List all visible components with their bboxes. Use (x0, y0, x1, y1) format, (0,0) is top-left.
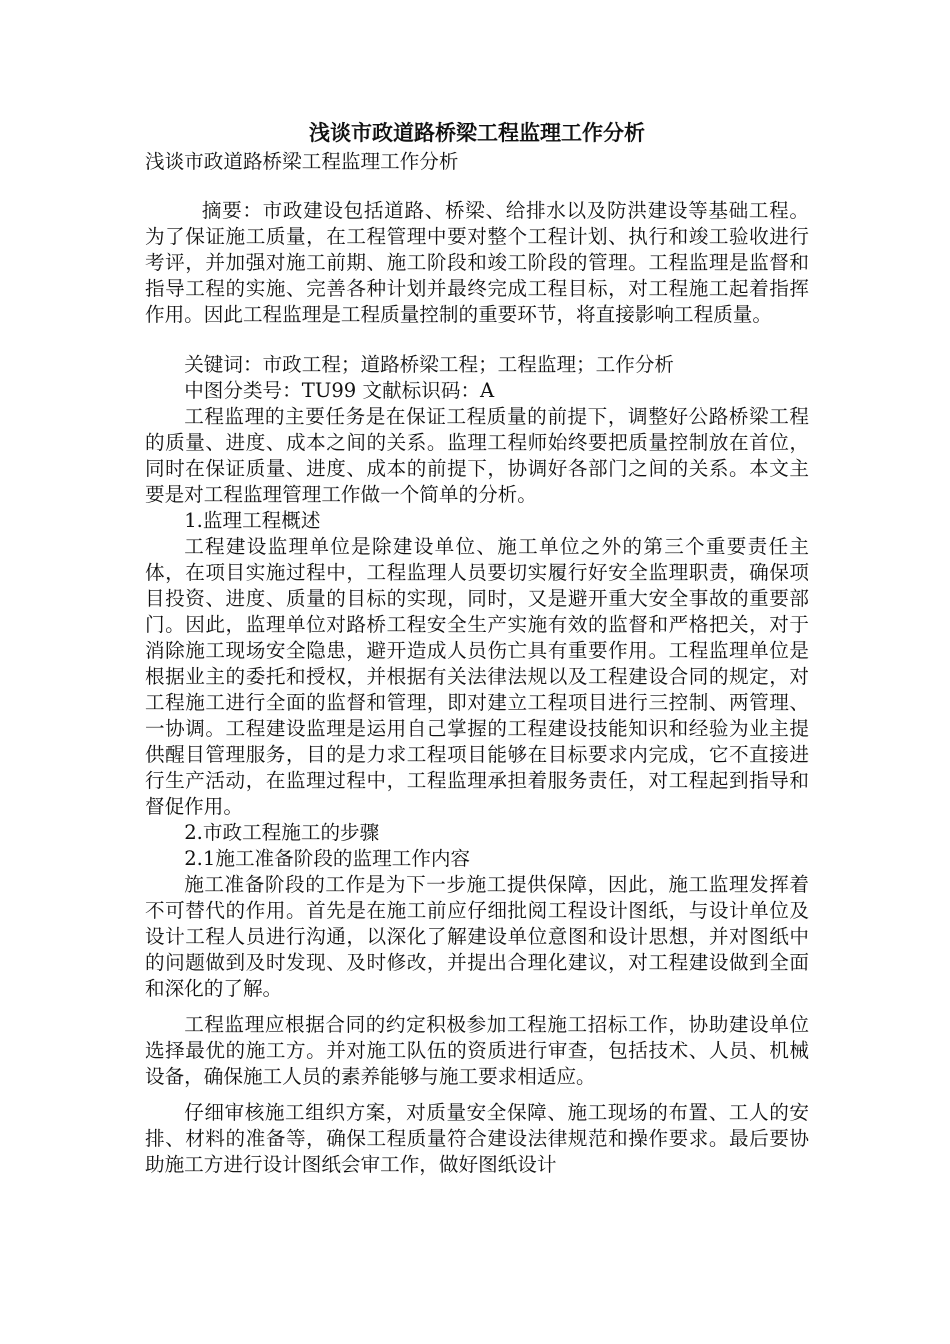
section-2-1-paragraph-1: 施工准备阶段的工作是为下一步施工提供保障，因此，施工监理发挥着不可替代的作用。首先是在施工前应仔细批阅工程设计图纸，与设计单位及设计工程人员进行沟通，以深化了解建设单位意图和设计思想，并对图纸中的问题做到及时发现、及时修改，并提出合理化建议，对工程建设做到全面和深化的了解。 (145, 873, 809, 1000)
document-page (145, 118, 809, 1178)
section-1-paragraph: 工程建设监理单位是除建设单位、施工单位之外的第三个重要责任主体，在项目实施过程中，工程监理人员要切实履行好安全监理职责，确保项目投资、进度、质量的目标的实现，同时，又是避开重大安全事故的重要部门。因此，监理单位对路桥工程安全生产实施有效的监督和严格把关，对于消除施工现场安全隐患，避开造成人员伤亡具有重要作用。工程监理单位是根据业主的委托和授权，并根据有关法律法规以及工程建设合同的规定，对工程施工进行全面的监督和管理，即对建立工程项目进行三控制、两管理、一协调。工程建设监理是运用自己掌握的工程建设技能知识和经验为业主提供醒目管理服务，目的是力求工程项目能够在目标要求内完成，它不直接进行生产活动，在监理过程中，工程监理承担着服务责任，对工程起到指导和督促作用。 (145, 535, 809, 818)
document-title: 浅谈市政道路桥梁工程监理工作分析 (309, 121, 645, 145)
section-2-1-paragraph-3: 仔细审核施工组织方案，对质量安全保障、施工现场的布置、工人的安排、材料的准备等，确保工程质量符合建设法律规范和操作要求。最后要协助施工方进行设计图纸会审工作，做好图纸设计 (145, 1101, 809, 1176)
section-1-heading: 1.监理工程概述 (184, 509, 321, 532)
classification-line: 中图分类号：TU99 文献标识码：A (184, 379, 495, 402)
intro-paragraph: 工程监理的主要任务是在保证工程质量的前提下，调整好公路桥梁工程的质量、进度、成本之间的关系。监理工程师始终要把质量控制放在首位，同时在保证质量、进度、成本的前提下，协调好各部门之间的关系。本文主要是对工程监理管理工作做一个简单的分析。 (145, 405, 809, 506)
section-2-1-heading: 2.1施工准备阶段的监理工作内容 (184, 847, 471, 870)
document-subtitle: 浅谈市政道路桥梁工程监理工作分析 (145, 150, 459, 173)
abstract-paragraph: 摘要：市政建设包括道路、桥梁、给排水以及防洪建设等基础工程。为了保证施工质量，在工程管理中要对整个工程计划、执行和竣工验收进行考评，并加强对施工前期、施工阶段和竣工阶段的管理。工程监理是监督和指导工程的实施、完善各种计划并最终完成工程目标，对工程施工起着指挥作用。因此工程监理是工程质量控制的重要环节，将直接影响工程质量。 (145, 199, 809, 326)
section-2-1-paragraph-2: 工程监理应根据合同的约定积极参加工程施工招标工作，协助建设单位选择最优的施工方。并对施工队伍的资质进行审查，包括技术、人员、机械设备，确保施工人员的素养能够与施工要求相适应。 (145, 1013, 809, 1088)
keywords-line: 关键词：市政工程；道路桥梁工程；工程监理；工作分析 (184, 353, 675, 376)
section-2-heading: 2.市政工程施工的步骤 (184, 821, 380, 844)
